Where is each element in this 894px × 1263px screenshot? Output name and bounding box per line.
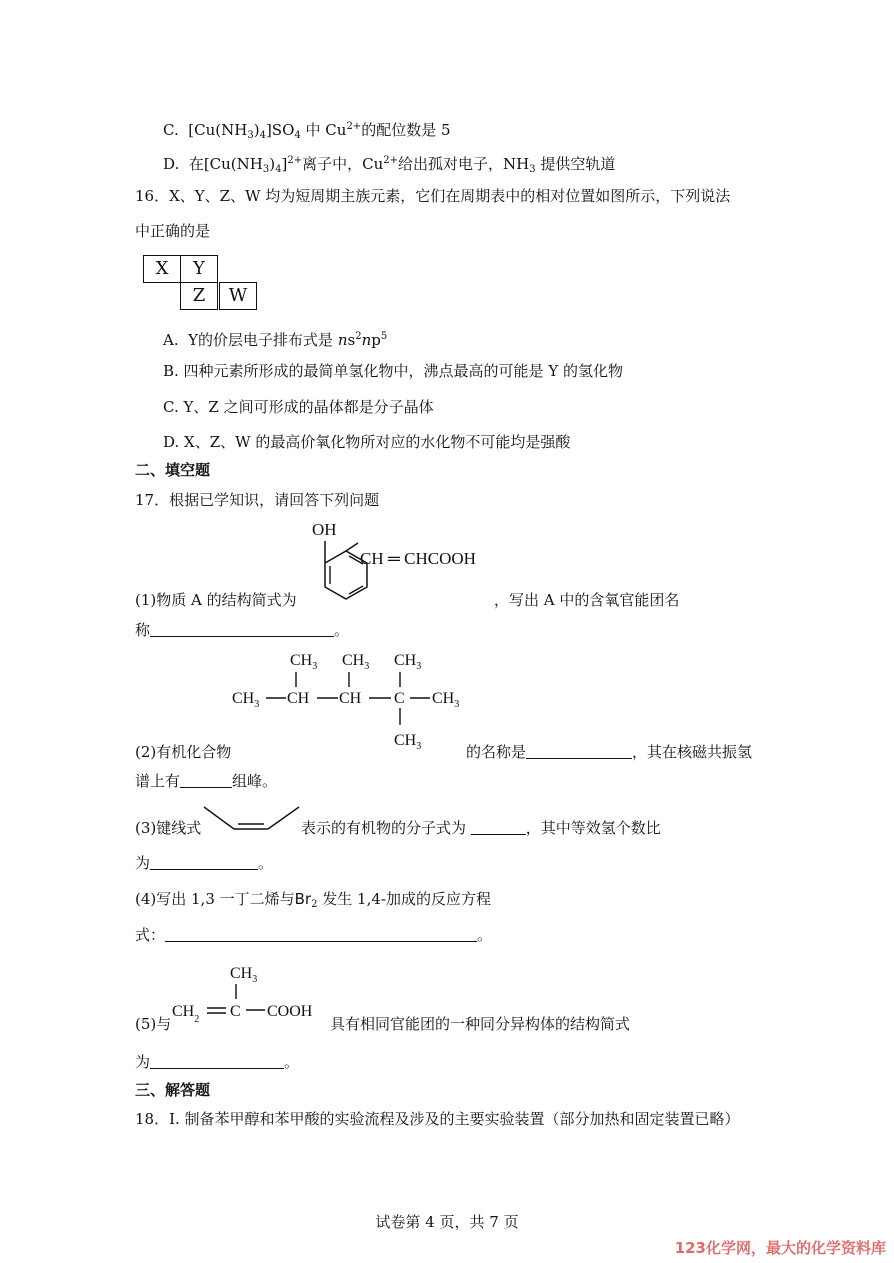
answer-blank-4[interactable] — [471, 820, 526, 835]
section-fill-in: 二、填空题 — [135, 461, 211, 479]
svg-text:C: C — [230, 1003, 241, 1020]
q17-part3-line2: 为 。 — [135, 854, 274, 872]
answer-blank-5[interactable] — [150, 855, 258, 870]
answer-blank-3[interactable] — [180, 773, 232, 788]
page-footer: 试卷第 4 页，共 7 页 — [375, 1213, 519, 1231]
question-16-stem-2: 中正确的是 — [135, 222, 211, 240]
answer-blank-7[interactable] — [150, 1054, 284, 1069]
svg-text:CH3: $CH_3$ — [432, 690, 460, 710]
q17-part5-line2: 为 。 — [135, 1053, 300, 1071]
question-16-stem-1: 16．X、Y、Z、W 均为短周期主族元素，它们在周期表中的相对位置如图所示，下列说法 — [135, 187, 731, 205]
option-16c: C. Y、Z 之间可形成的晶体都是分子晶体 — [163, 398, 434, 416]
svg-text:CH2: $CH_2$ — [172, 1003, 200, 1025]
svg-text:CH: CH — [287, 690, 310, 707]
structure-a — [290, 515, 520, 615]
svg-text:CH: CH — [339, 690, 362, 707]
q17-part1-line1: (1)物质 A 的结构简式为 — [135, 591, 297, 609]
watermark: 123化学网，最大的化学资料库 — [674, 1239, 886, 1257]
cell-y: Y — [180, 255, 218, 283]
structure-methacrylic — [168, 957, 338, 1032]
cell-z: Z — [180, 282, 218, 310]
q17-part2-line1a: (2)有机化合物 — [135, 743, 232, 761]
q17-part1-line2: 称 。 — [135, 621, 350, 639]
svg-text:CH3: $CH_3$ — [232, 690, 260, 710]
q17-part4-line2: 式： 。 — [135, 926, 493, 944]
svg-text:COOH: COOH — [267, 1003, 313, 1020]
question-17-stem: 17．根据已学知识，请回答下列问题 — [135, 491, 380, 509]
q17-part5-line1a: (5)与 — [135, 1015, 172, 1033]
q17-part3-line1b: 表示的有机物的分子式为 ，其中等效氢个数比 — [301, 819, 661, 837]
svg-text:CH3: $CH_3$ — [230, 965, 258, 985]
cell-x: X — [143, 255, 181, 283]
answer-blank-1[interactable] — [150, 622, 334, 637]
svg-text:C: C — [394, 690, 405, 707]
svg-text:CH ═ CHCOOH: CH ═ CHCOOH — [360, 549, 476, 568]
svg-text:OH: OH — [312, 520, 337, 539]
svg-text:CH3: $CH_3$ — [394, 732, 422, 752]
option-16d: D. X、Z、W 的最高价氧化物所对应的水化物不可能均是强酸 — [163, 433, 571, 451]
option-16b: B. 四种元素所形成的最简单氢化物中，沸点最高的可能是 Y 的氢化物 — [163, 362, 624, 380]
structure-alkane — [228, 645, 478, 757]
question-18-stem: 18．I. 制备苯甲醇和苯甲酸的实验流程及涉及的主要实验装置（部分加热和固定装置已略） — [135, 1110, 740, 1128]
structure-skeletal — [200, 803, 305, 838]
svg-text:CH3: $CH_3$ — [290, 652, 318, 672]
option-16a: A. Y的价层电子排布式是 $ns^2np^5$ — [163, 331, 388, 349]
answer-blank-6[interactable] — [165, 927, 477, 942]
q17-part4-line1: (4)写出 1,3 一丁二烯与$Br_2$ 发生 1,4-加成的反应方程 — [135, 890, 491, 910]
q17-part3-line1a: (3)键线式 — [135, 819, 202, 837]
q17-part2-line1b: 的名称是 ，其在核磁共振氢 — [466, 743, 753, 761]
option-15d: D. 在$[Cu(NH_3)_4]^{2+}$离子中，$Cu^{2+}$给出孤对电子，$NH_3$ 提供空轨道 — [163, 155, 616, 175]
cell-w: W — [219, 282, 257, 310]
section-answer: 三、解答题 — [135, 1081, 211, 1099]
q17-part2-line2: 谱上有 组峰。 — [135, 772, 278, 790]
svg-text:CH3: $CH_3$ — [394, 652, 422, 672]
answer-blank-2[interactable] — [526, 744, 632, 759]
svg-text:CH3: $CH_3$ — [342, 652, 370, 672]
q17-part1-line1b: ，写出 A 中的含氧官能团名 — [494, 591, 680, 609]
option-15c: C. $[Cu(NH_3)_4]SO_4$ 中 $Cu^{2+}$的配位数是 5 — [163, 121, 451, 141]
q17-part5-line1b: 具有相同官能团的一种同分异构体的结构简式 — [330, 1015, 631, 1033]
